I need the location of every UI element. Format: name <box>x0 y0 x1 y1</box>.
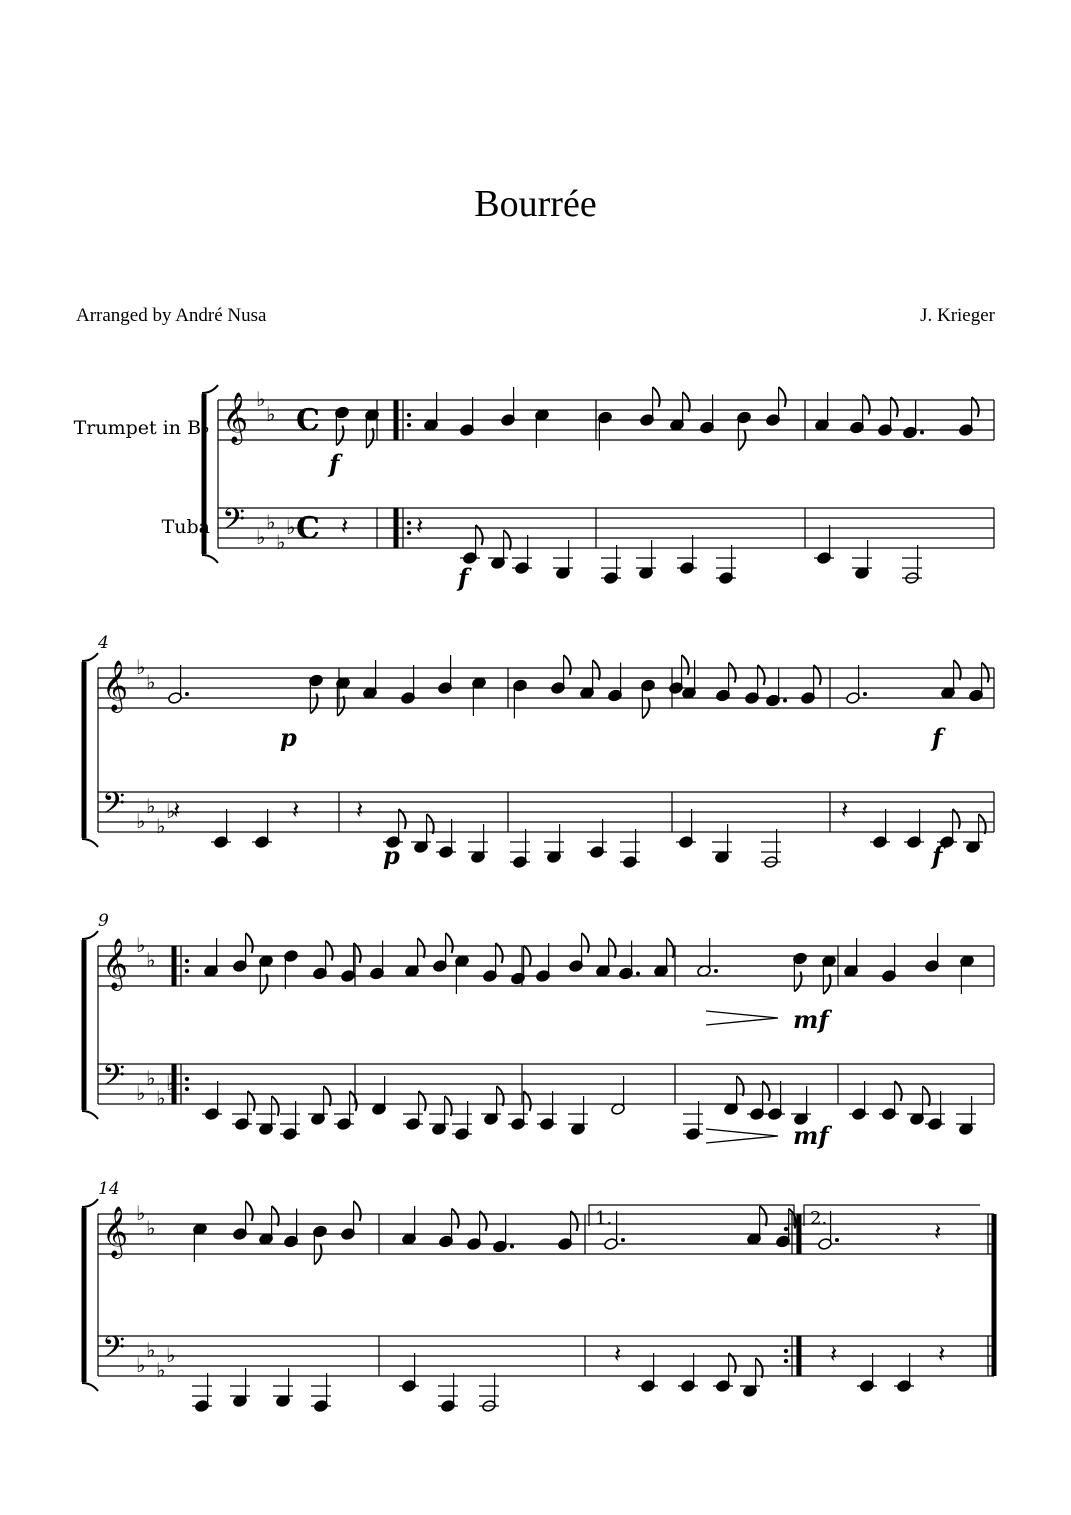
system-1 <box>202 385 994 584</box>
note-flag <box>593 660 600 680</box>
note-flag <box>445 1096 452 1116</box>
repeat-dot <box>407 423 411 427</box>
key-flat-icon: ♭ <box>146 670 156 694</box>
note-flag <box>653 387 660 407</box>
tuba-staff <box>98 1336 994 1376</box>
dot <box>714 969 718 973</box>
rest-icon: 𝄽 <box>292 796 300 824</box>
key-flat-icon: ♭ <box>286 515 296 539</box>
key-flat-icon: ♭ <box>256 525 266 549</box>
note-flag <box>756 1358 763 1378</box>
treble-clef-icon: 𝄞 <box>222 392 249 443</box>
dot <box>185 692 189 696</box>
note-flag <box>729 663 736 683</box>
arranger-credit: Arranged by André Nusa <box>76 305 267 326</box>
repeat-dot <box>784 1227 788 1231</box>
key-flat-icon: ♭ <box>166 1343 176 1367</box>
measure-number: 14 <box>98 1179 120 1199</box>
treble-clef-icon: 𝄞 <box>102 660 129 711</box>
note-flag <box>260 974 267 994</box>
dynamic-f: f <box>458 563 469 592</box>
rest-icon: 𝄽 <box>356 796 364 824</box>
system-4 <box>82 1179 994 1412</box>
bracket-hook <box>82 1111 98 1119</box>
note-flag <box>609 938 616 958</box>
key-flat-icon: ♭ <box>166 799 176 823</box>
repeat-dot <box>185 969 189 973</box>
note-flag <box>794 972 801 992</box>
rest-icon: 𝄽 <box>830 1340 838 1368</box>
note-flag <box>982 663 989 683</box>
repeat-dot <box>185 1077 189 1081</box>
repeat-dot <box>784 1359 788 1363</box>
key-flat-icon: ♭ <box>146 1216 156 1240</box>
tuba-staff <box>98 1064 994 1104</box>
bass-clef-icon: 𝄢 <box>102 1331 126 1372</box>
key-flat-icon: ♭ <box>136 1353 146 1377</box>
system-2 <box>82 633 994 868</box>
rest-icon: 𝄽 <box>934 1218 942 1246</box>
key-flat-icon: ♭ <box>276 530 286 554</box>
key-flat-icon: ♭ <box>136 655 146 679</box>
dynamic-p: p <box>280 723 297 752</box>
key-flat-icon: ♭ <box>146 1066 156 1090</box>
dot <box>621 1238 625 1242</box>
key-flat-icon: ♭ <box>256 387 266 411</box>
key-flat-icon: ♭ <box>156 1086 166 1110</box>
note-flag <box>446 933 453 953</box>
instrument-name-trumpet: Trumpet in B♭ <box>73 417 210 439</box>
note-flag <box>354 1201 361 1221</box>
repeat-dot <box>407 521 411 525</box>
note-flag <box>760 1206 767 1226</box>
tuba-staff <box>98 792 994 832</box>
dynamic-f: f <box>329 449 340 478</box>
key-flat-icon: ♭ <box>136 933 146 957</box>
bracket-hook <box>202 385 218 393</box>
rest-icon: 𝄽 <box>416 512 424 540</box>
dot <box>920 431 924 435</box>
dot <box>510 1245 514 1249</box>
bracket-hook <box>202 555 218 563</box>
note-flag <box>324 1086 331 1106</box>
note-flag <box>923 1086 930 1106</box>
key-flat-icon: ♭ <box>146 948 156 972</box>
rest-icon: 𝄽 <box>841 796 849 824</box>
note-flag <box>779 387 786 407</box>
key-flat-icon: ♭ <box>156 1358 166 1382</box>
system-3 <box>82 911 994 1140</box>
diminuendo-hairpin <box>706 1011 778 1025</box>
note-flag <box>272 1096 279 1116</box>
rest-icon: 𝄽 <box>173 796 181 824</box>
key-flat-icon: ♭ <box>136 1081 146 1105</box>
key-flat-icon: ♭ <box>266 402 276 426</box>
dot <box>835 1238 839 1242</box>
bracket-hook <box>82 1199 98 1207</box>
repeat-dot <box>407 531 411 535</box>
key-flat-icon: ♭ <box>136 809 146 833</box>
note-flag <box>667 938 674 958</box>
note-flag <box>497 1086 504 1106</box>
measure-number: 9 <box>98 911 109 931</box>
note-flag <box>427 814 434 834</box>
dot <box>863 692 867 696</box>
page-title: Bourrée <box>474 183 597 225</box>
note-flag <box>326 941 333 961</box>
note-flag <box>366 428 373 448</box>
dynamic-f: f <box>932 841 943 870</box>
dynamic-p: p <box>383 841 400 870</box>
note-flag <box>582 933 589 953</box>
rest-icon: 𝄽 <box>614 1340 622 1368</box>
note-flag <box>418 938 425 958</box>
note-flag <box>504 530 511 550</box>
note-flag <box>979 814 986 834</box>
dot <box>783 699 787 703</box>
instrument-name-tuba: Tuba <box>161 516 210 538</box>
note-flag <box>863 395 870 415</box>
bracket-hook <box>82 653 98 661</box>
key-flat-icon: ♭ <box>166 1071 176 1095</box>
note-flag <box>823 974 830 994</box>
repeat-dot <box>784 1237 788 1241</box>
dynamic-f: f <box>932 723 943 752</box>
bracket-hook <box>82 931 98 939</box>
treble-clef-icon: 𝄞 <box>102 1206 129 1257</box>
note-flag <box>246 933 253 953</box>
repeat-dot <box>407 413 411 417</box>
trumpet-staff <box>98 1214 994 1254</box>
note-flag <box>564 655 571 675</box>
bracket-hook <box>82 1383 98 1391</box>
measure-number: 4 <box>98 633 109 653</box>
trumpet-staff <box>98 668 994 708</box>
bass-clef-icon: 𝄢 <box>222 503 246 544</box>
volta-label-second: 2. <box>810 1208 828 1229</box>
treble-clef-icon: 𝄞 <box>102 938 129 989</box>
note-flag <box>683 392 690 412</box>
dynamic-mf: mf <box>793 1121 829 1150</box>
volta-label-first: 1. <box>595 1208 613 1229</box>
repeat-dot <box>185 1087 189 1091</box>
key-flat-icon: ♭ <box>136 1201 146 1225</box>
rest-icon: 𝄽 <box>341 512 349 540</box>
note-flag <box>310 694 317 714</box>
note-flag <box>336 426 343 446</box>
key-flat-icon: ♭ <box>156 814 166 838</box>
note-flag <box>272 1206 279 1226</box>
note-flag <box>954 660 961 680</box>
time-signature: C <box>296 403 320 438</box>
composer-credit: J. Krieger <box>920 305 995 326</box>
key-flat-icon: ♭ <box>146 794 156 818</box>
rest-icon: 𝄽 <box>938 1340 946 1368</box>
key-flat-icon: ♭ <box>146 1338 156 1362</box>
note-flag <box>452 1209 459 1229</box>
note-flag <box>737 1076 744 1096</box>
bass-clef-icon: 𝄢 <box>102 1059 126 1100</box>
time-signature: C <box>296 511 320 546</box>
repeat-dot <box>185 959 189 963</box>
note-flag <box>246 1201 253 1221</box>
note-flag <box>682 655 689 675</box>
diminuendo-hairpin <box>706 1129 778 1143</box>
bass-clef-icon: 𝄢 <box>102 787 126 828</box>
repeat-dot <box>784 1349 788 1353</box>
key-flat-icon: ♭ <box>266 510 276 534</box>
bracket-hook <box>82 839 98 847</box>
dot <box>636 972 640 976</box>
tuba-staff <box>218 508 994 548</box>
dynamic-mf: mf <box>793 1005 829 1034</box>
